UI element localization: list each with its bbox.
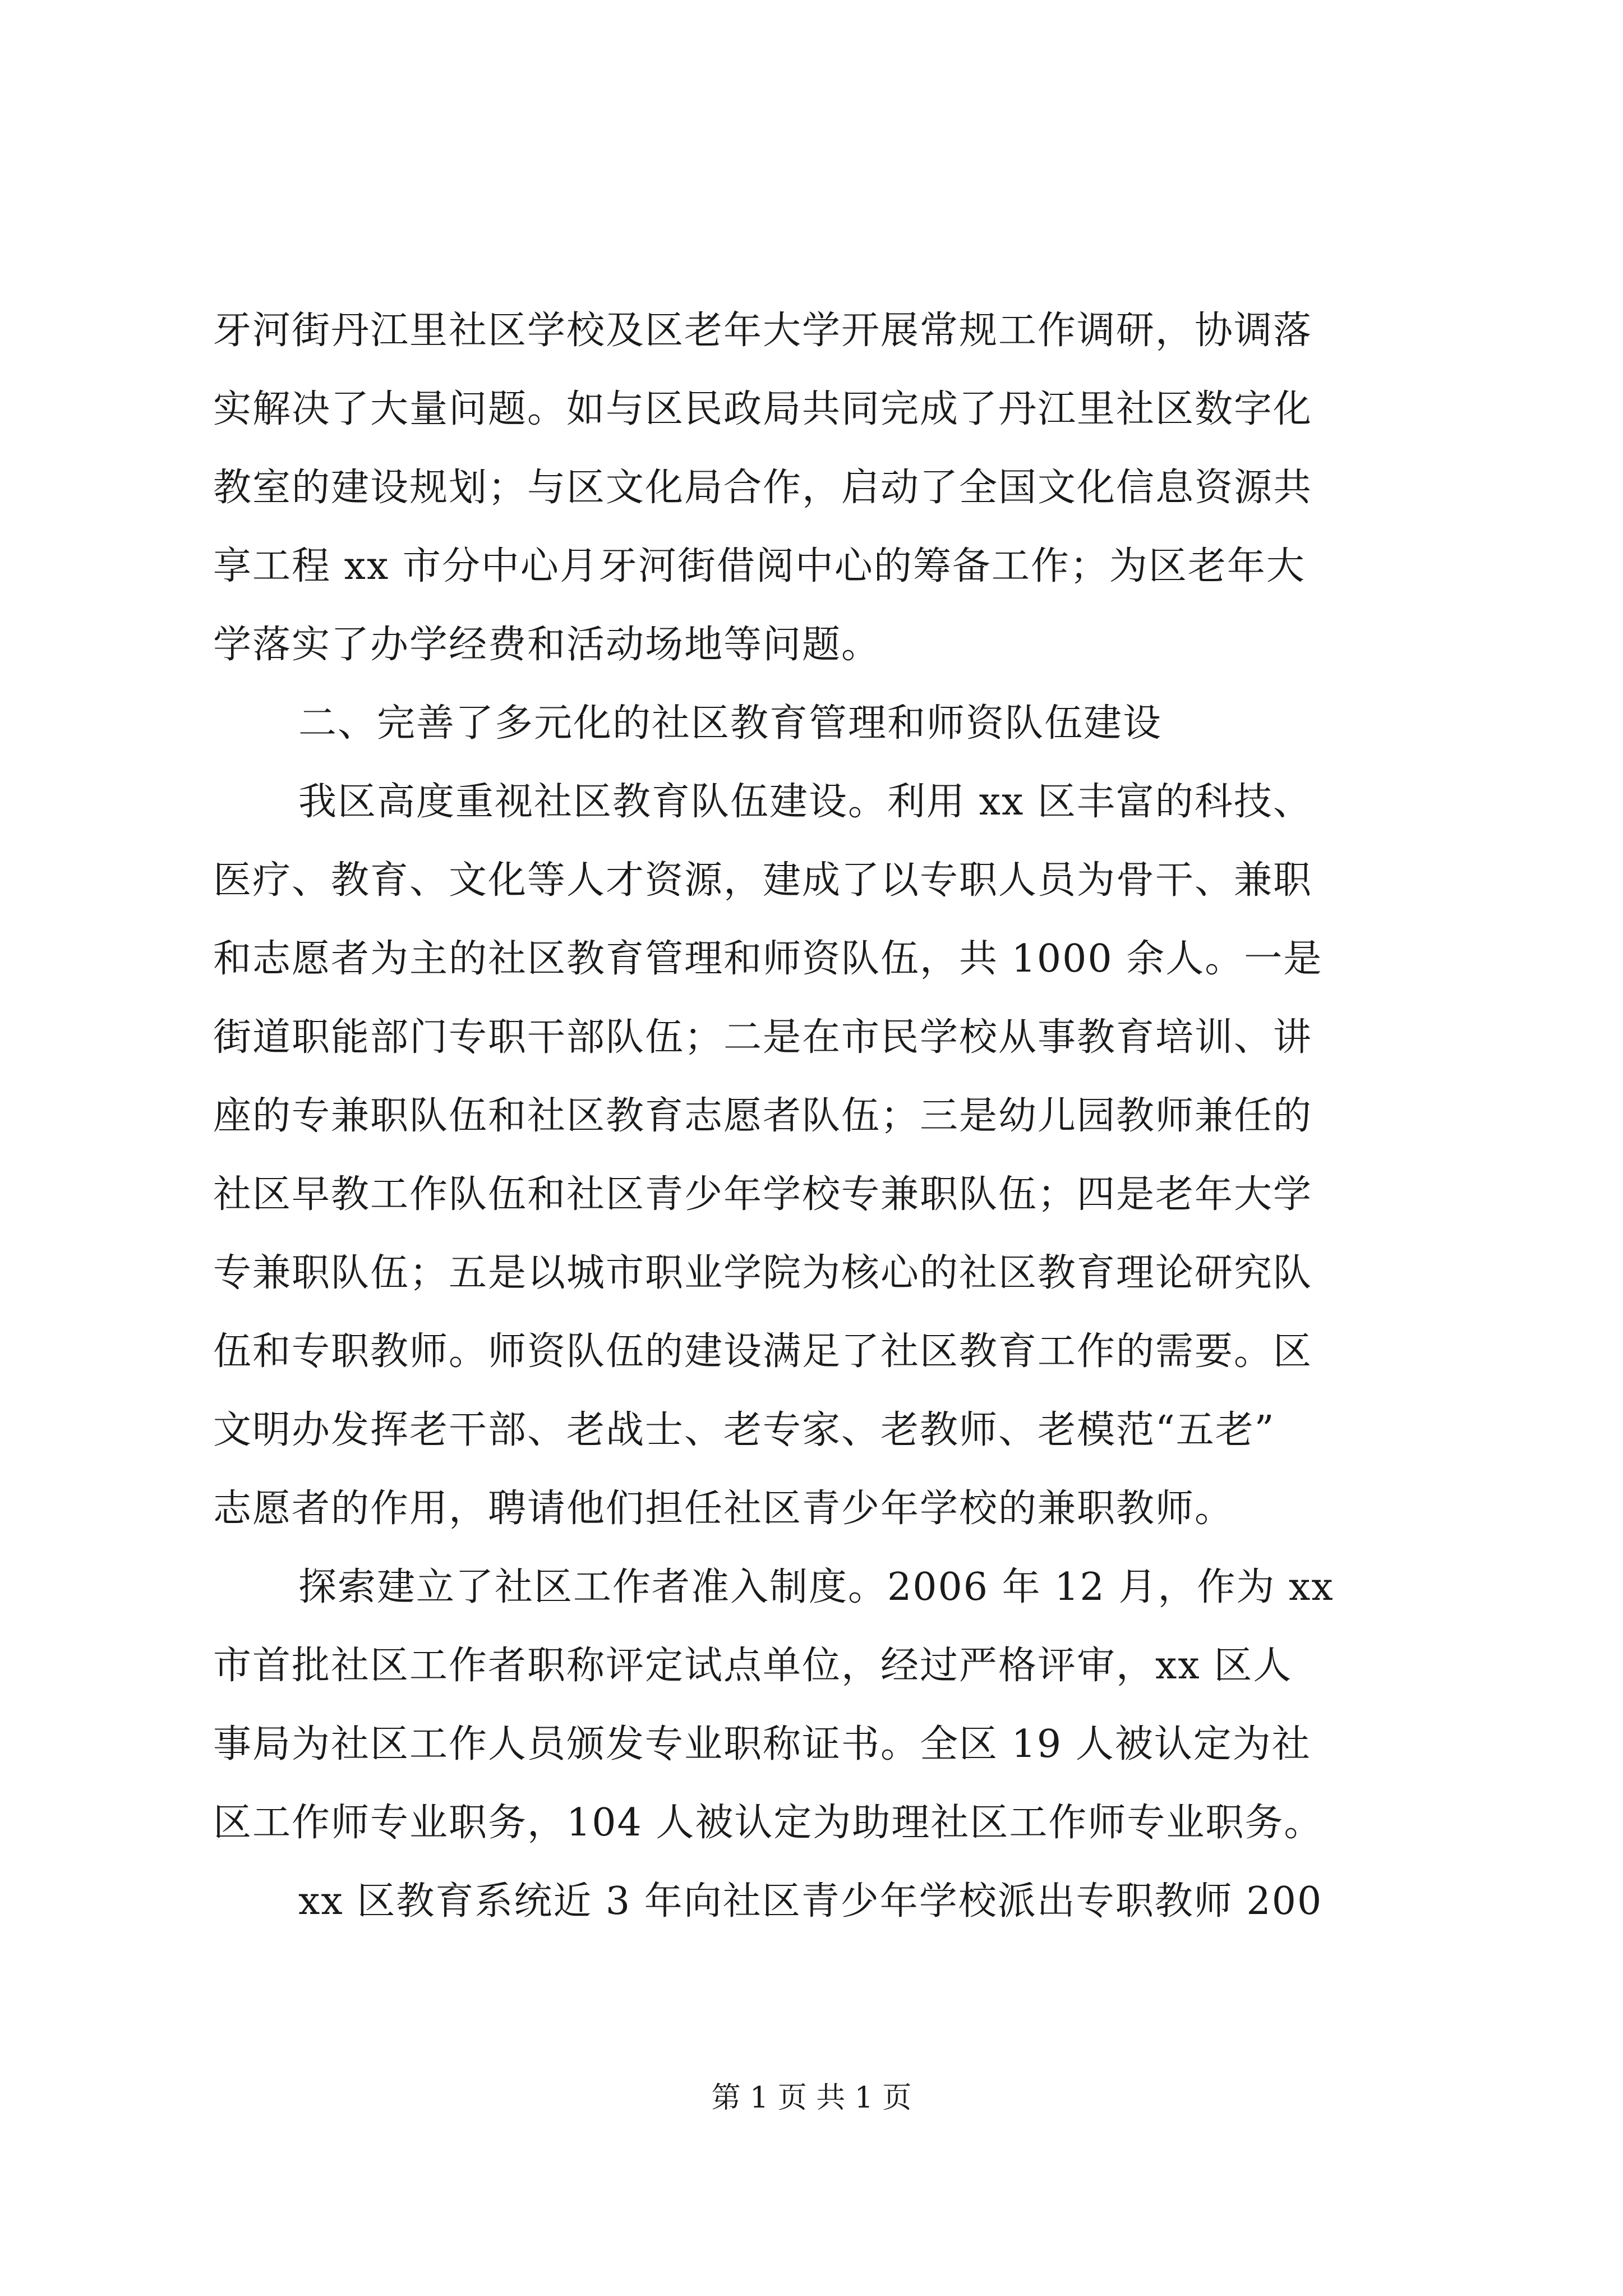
text-line: xx 区教育系统近 3 年向社区青少年学校派出专职教师 200: [298, 1879, 1323, 1924]
text-line: 街道职能部门专职干部队伍；二是在市民学校从事教育培训、讲: [213, 1015, 1313, 1060]
paragraph: [213, 763, 1419, 1548]
page-footer: 第 1 页 共 1 页: [711, 2081, 912, 2115]
paragraph: [213, 1548, 1419, 1862]
section-heading: [213, 684, 1419, 763]
text-line: 探索建立了社区工作者准入制度。2006 年 12 月，作为 xx: [298, 1565, 1334, 1609]
paragraph: [213, 292, 1419, 684]
text-line: 伍和专职教师。师资队伍的建设满足了社区教育工作的需要。区: [213, 1329, 1313, 1374]
text-line: 学落实了办学经费和活动场地等问题。: [213, 623, 881, 667]
text-line: 和志愿者为主的社区教育管理和师资队伍，共 1000 余人。一是: [213, 937, 1323, 981]
document-body: [213, 292, 1419, 1941]
text-line: 事局为社区工作人员颁发专业职称证书。全区 19 人被认定为社: [213, 1722, 1311, 1766]
text-line: 教室的建设规划；与区文化局合作，启动了全国文化信息资源共: [213, 466, 1313, 510]
text-line: 医疗、教育、文化等人才资源，建成了以专职人员为骨干、兼职: [213, 858, 1313, 903]
paragraph: [213, 1862, 1419, 1941]
text-line: 二、完善了多元化的社区教育管理和师资队伍建设: [298, 701, 1163, 746]
text-line: 市首批社区工作者职称评定试点单位，经过严格评审，xx 区人: [213, 1644, 1293, 1688]
text-line: 社区早教工作队伍和社区青少年学校专兼职队伍；四是老年大学: [213, 1172, 1313, 1217]
text-line: 享工程 xx 市分中心月牙河街借阅中心的筹备工作；为区老年大: [213, 544, 1306, 588]
text-line: 志愿者的作用，聘请他们担任社区青少年学校的兼职教师。: [213, 1487, 1234, 1531]
text-line: 区工作师专业职务，104 人被认定为助理社区工作师专业职务。: [213, 1801, 1324, 1845]
text-line: 实解决了大量问题。如与区民政局共同完成了丹江里社区数字化: [213, 387, 1313, 431]
text-line: 座的专兼职队伍和社区教育志愿者队伍；三是幼儿园教师兼任的: [213, 1094, 1313, 1138]
text-line: 专兼职队伍；五是以城市职业学院为核心的社区教育理论研究队: [213, 1251, 1313, 1295]
text-line: 文明办发挥老干部、老战士、老专家、老教师、老模范“五老”: [213, 1408, 1275, 1452]
text-line: 牙河街丹江里社区学校及区老年大学开展常规工作调研，协调落: [213, 309, 1313, 353]
text-line: 我区高度重视社区教育队伍建设。利用 xx 区丰富的科技、: [298, 780, 1312, 824]
